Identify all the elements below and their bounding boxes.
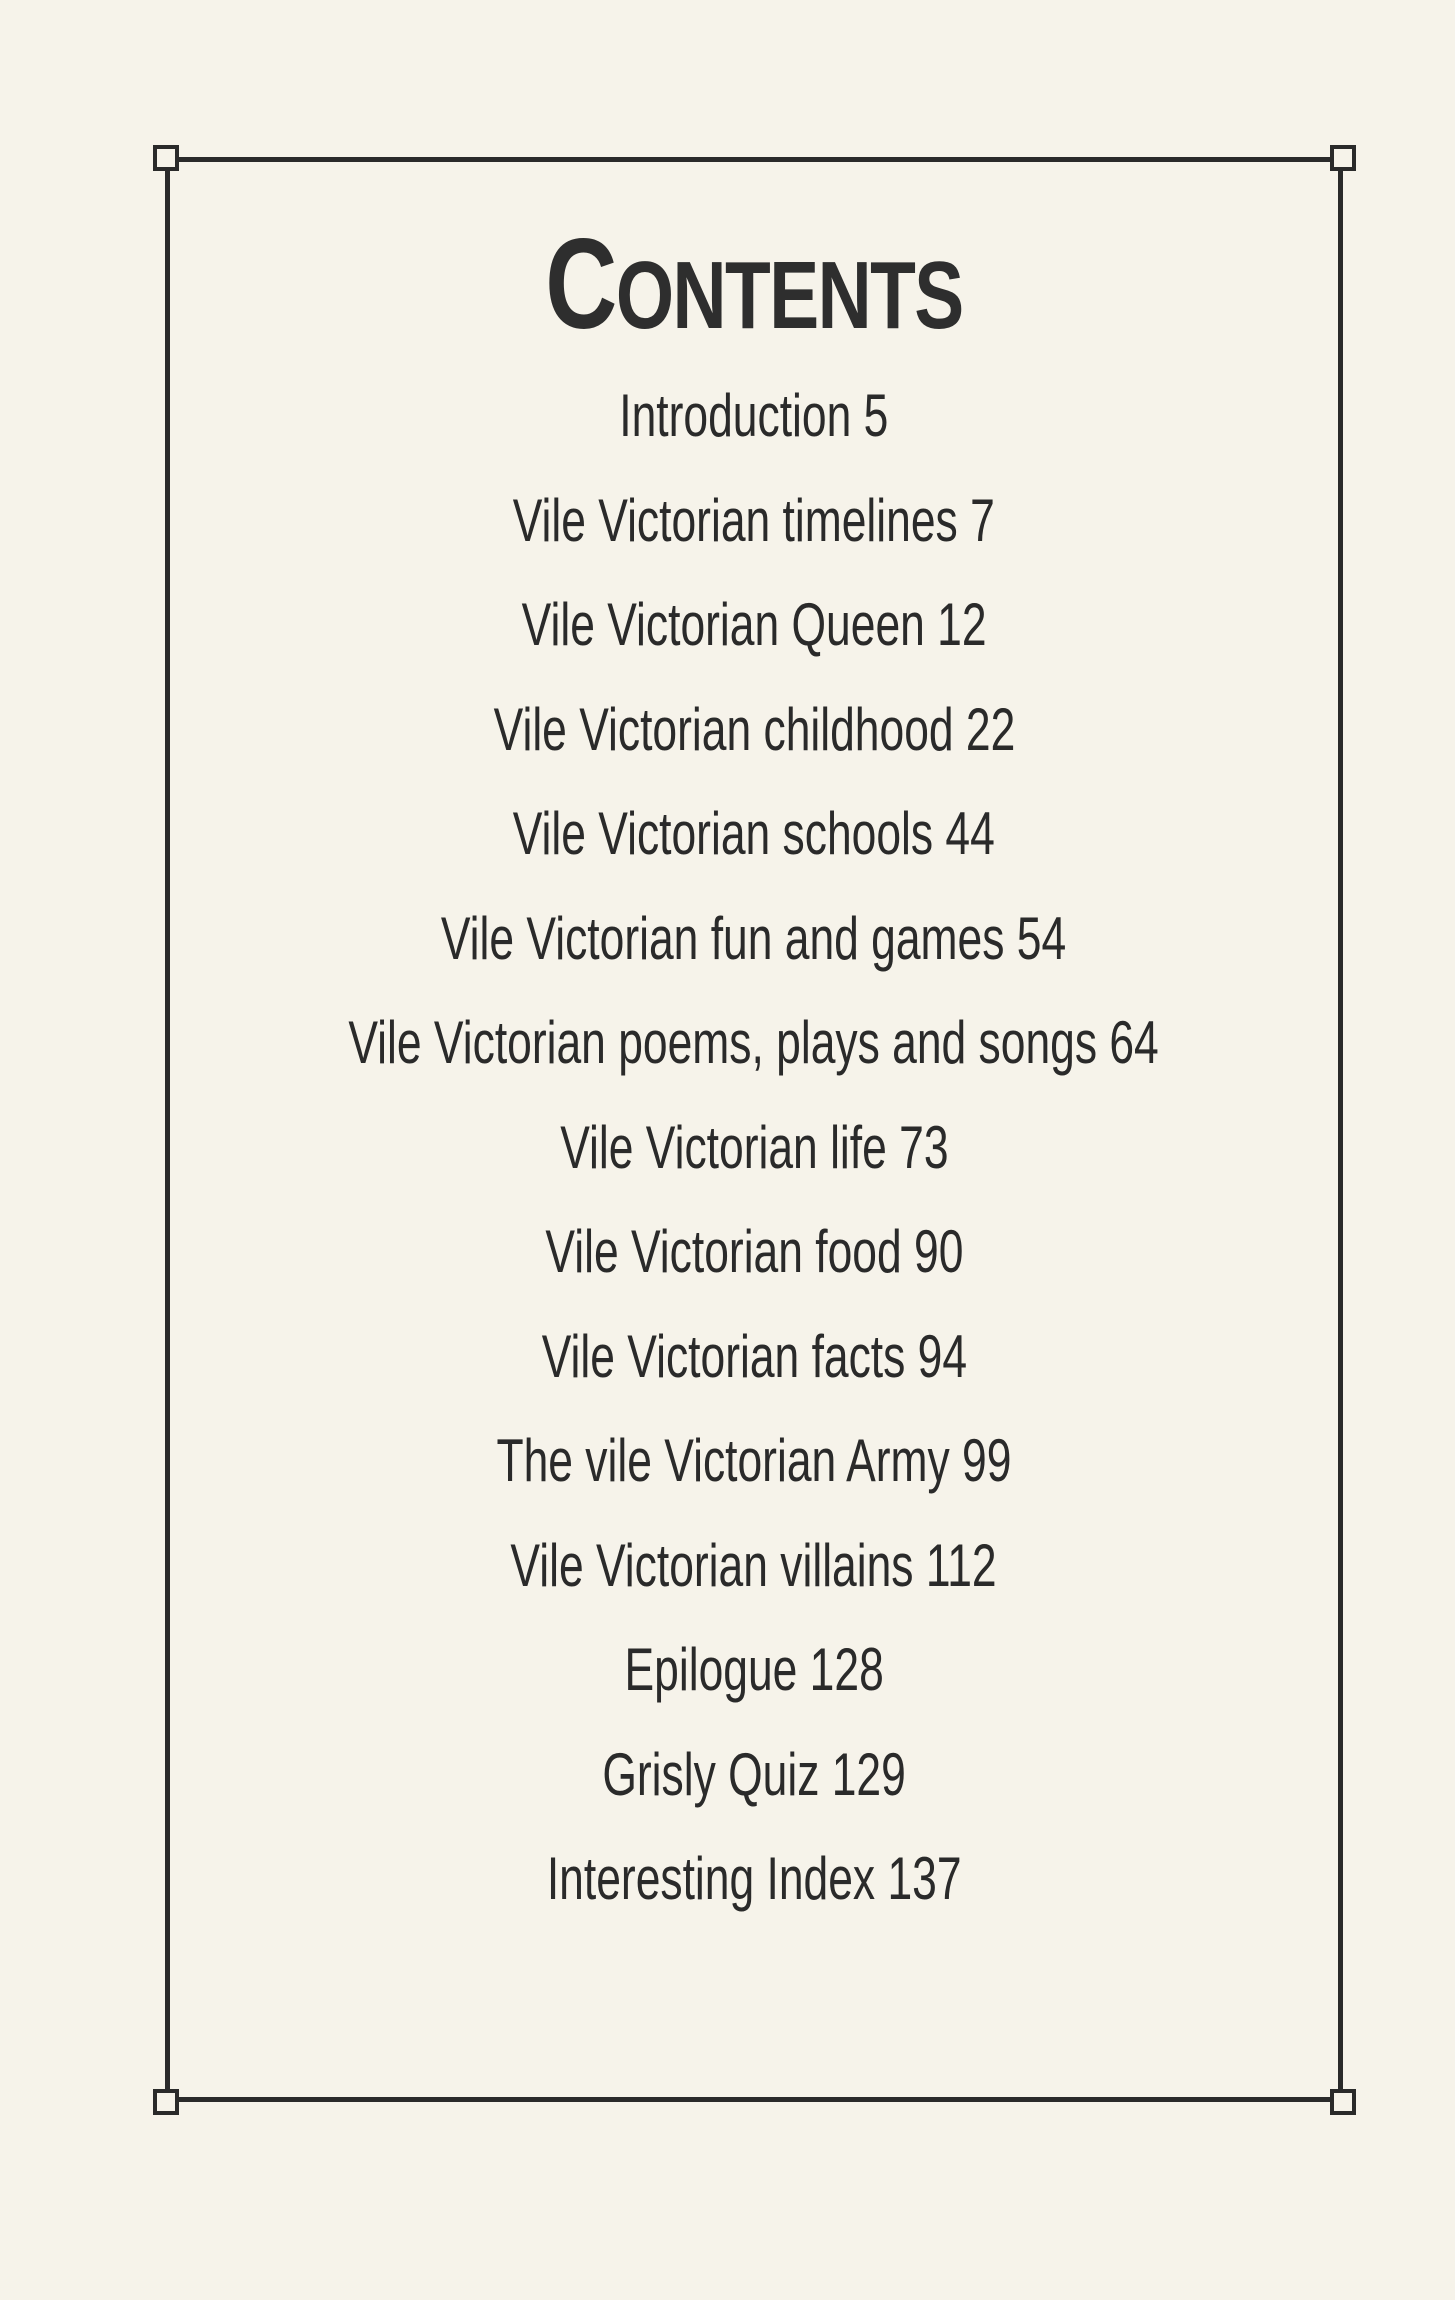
toc-entry-label: Introduction 5 — [619, 382, 889, 449]
toc-entry-label: The vile Victorian Army 99 — [496, 1427, 1012, 1494]
toc-entry[interactable] — [165, 1514, 1343, 1619]
toc-entry-label: Vile Victorian fun and games 54 — [441, 904, 1067, 972]
toc-entry[interactable] — [165, 364, 1343, 469]
title-rest: ONTENTS — [615, 242, 963, 349]
toc-entry-label: Vile Victorian childhood 22 — [493, 695, 1015, 763]
page-title — [295, 157, 1214, 356]
toc-entry-label: Vile Victorian Queen 12 — [521, 591, 987, 658]
toc-entry-label: Interesting Index 137 — [546, 1845, 962, 1912]
toc-entry-label: Vile Victorian schools 44 — [512, 800, 996, 867]
contents-panel — [165, 157, 1343, 2102]
toc-entry-label: Vile Victorian timelines 7 — [512, 486, 996, 554]
toc-entry-label: Vile Victorian life 73 — [559, 1113, 949, 1181]
toc-entry-label: Vile Victorian facts 94 — [541, 1322, 967, 1390]
title-initial: C — [545, 213, 616, 356]
toc-entry[interactable] — [165, 1096, 1343, 1201]
toc-entry-label: Vile Victorian villains 112 — [510, 1531, 998, 1599]
toc-entry[interactable] — [165, 782, 1343, 887]
toc-entry-label: Vile Victorian poems, plays and songs 64 — [348, 1009, 1160, 1076]
toc-entry[interactable] — [165, 1827, 1343, 1932]
toc-entry[interactable] — [165, 678, 1343, 783]
toc-entry[interactable] — [165, 1723, 1343, 1828]
toc-entry[interactable] — [165, 1200, 1343, 1305]
toc-entry-label: Vile Victorian food 90 — [545, 1218, 963, 1285]
toc-entry[interactable] — [165, 1618, 1343, 1723]
toc-entry-label: Epilogue 128 — [624, 1636, 884, 1703]
toc-entry[interactable] — [165, 887, 1343, 992]
toc-entry[interactable] — [165, 991, 1343, 1096]
table-of-contents — [165, 342, 1343, 1932]
toc-entry[interactable] — [165, 1305, 1343, 1410]
toc-entry[interactable] — [165, 573, 1343, 678]
toc-entry-label: Grisly Quiz 129 — [602, 1740, 906, 1808]
toc-entry[interactable] — [165, 469, 1343, 574]
toc-entry[interactable] — [165, 1409, 1343, 1514]
